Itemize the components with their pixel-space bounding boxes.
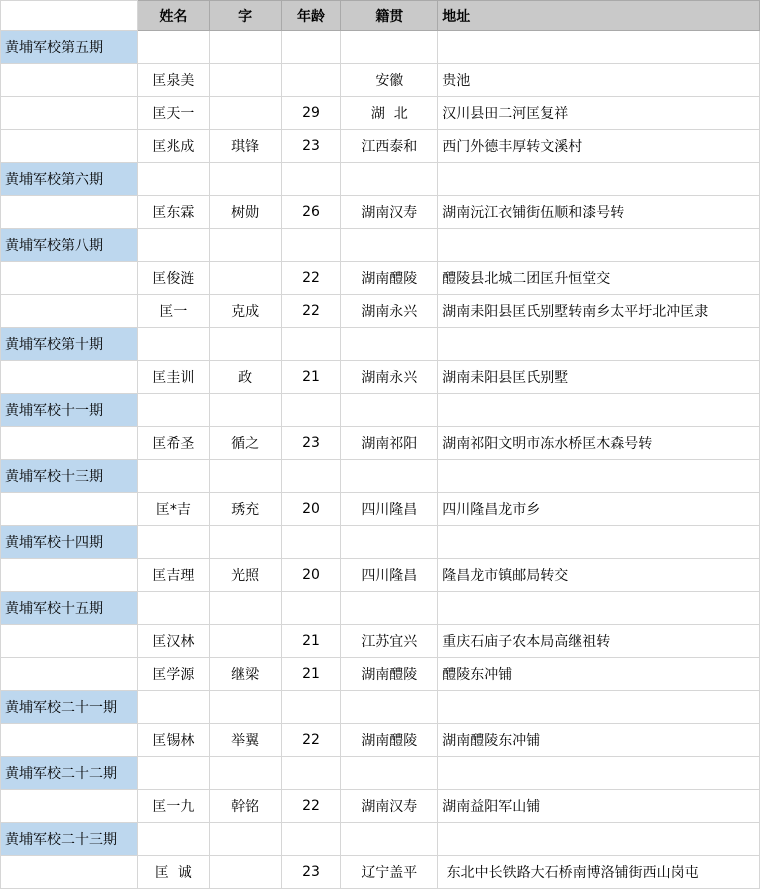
name-cell[interactable]: 匡学源	[137, 658, 209, 691]
empty-cell[interactable]	[1, 790, 138, 823]
address-cell[interactable]: 东北中长铁路大石桥南博洛铺街西山岗屯	[438, 856, 760, 889]
empty-cell[interactable]	[209, 823, 281, 856]
name-cell[interactable]: 匡兆成	[137, 130, 209, 163]
table-row	[1, 97, 760, 130]
empty-cell[interactable]	[341, 823, 438, 856]
courtesy-name-cell[interactable]: 继梁	[209, 658, 281, 691]
empty-cell[interactable]	[137, 229, 209, 262]
origin-cell[interactable]: 湖南永兴	[341, 295, 438, 328]
empty-cell[interactable]	[281, 394, 341, 427]
empty-cell[interactable]	[281, 592, 341, 625]
table-body	[1, 31, 760, 889]
empty-cell[interactable]	[137, 757, 209, 790]
origin-cell[interactable]: 江西泰和	[341, 130, 438, 163]
empty-cell[interactable]	[209, 757, 281, 790]
table-row	[1, 295, 760, 328]
empty-cell[interactable]	[1, 559, 138, 592]
empty-cell[interactable]	[1, 493, 138, 526]
group-label-cell[interactable]: 黄埔军校第五期	[1, 31, 138, 64]
address-cell[interactable]: 湖南沅江衣铺街伍顺和漆号转	[438, 196, 760, 229]
group-row	[1, 394, 760, 427]
age-cell[interactable]: 21	[281, 361, 341, 394]
name-cell[interactable]: 匡 诚	[137, 856, 209, 889]
address-cell[interactable]: 湖南祁阳文明市冻水桥匡木森号转	[438, 427, 760, 460]
table-row	[1, 658, 760, 691]
empty-cell[interactable]	[341, 394, 438, 427]
group-row	[1, 526, 760, 559]
age-cell[interactable]: 29	[281, 97, 341, 130]
name-cell[interactable]: 匡天一	[137, 97, 209, 130]
origin-cell[interactable]: 安徽	[341, 64, 438, 97]
age-cell[interactable]: 26	[281, 196, 341, 229]
empty-cell[interactable]	[137, 823, 209, 856]
empty-cell[interactable]	[1, 130, 138, 163]
header-courtesy-name[interactable]: 字	[209, 1, 281, 31]
empty-cell[interactable]	[281, 460, 341, 493]
header-address[interactable]: 地址	[438, 1, 760, 31]
empty-cell[interactable]	[438, 328, 760, 361]
name-cell[interactable]: 匡锡林	[137, 724, 209, 757]
group-label-cell[interactable]: 黄埔军校二十三期	[1, 823, 138, 856]
header-name[interactable]: 姓名	[137, 1, 209, 31]
table-row	[1, 856, 760, 889]
empty-cell[interactable]	[1, 64, 138, 97]
header-origin[interactable]: 籍贯	[341, 1, 438, 31]
empty-cell[interactable]	[281, 163, 341, 196]
empty-cell[interactable]	[341, 163, 438, 196]
name-cell[interactable]: 匡汉林	[137, 625, 209, 658]
courtesy-name-cell[interactable]: 幹铭	[209, 790, 281, 823]
origin-cell[interactable]: 湖南祁阳	[341, 427, 438, 460]
group-row	[1, 163, 760, 196]
table-row	[1, 361, 760, 394]
address-cell[interactable]: 醴陵东冲铺	[438, 658, 760, 691]
empty-cell[interactable]	[438, 163, 760, 196]
courtesy-name-cell[interactable]: 琇充	[209, 493, 281, 526]
empty-cell[interactable]	[438, 460, 760, 493]
empty-cell[interactable]	[1, 295, 138, 328]
age-cell[interactable]: 23	[281, 130, 341, 163]
age-cell[interactable]: 22	[281, 790, 341, 823]
origin-cell[interactable]: 湖南醴陵	[341, 262, 438, 295]
name-cell[interactable]: 匡俊涟	[137, 262, 209, 295]
group-row	[1, 328, 760, 361]
origin-cell[interactable]: 湖 北	[341, 97, 438, 130]
empty-cell[interactable]	[281, 757, 341, 790]
empty-cell[interactable]	[438, 229, 760, 262]
table-row	[1, 625, 760, 658]
origin-cell[interactable]: 辽宁盖平	[341, 856, 438, 889]
empty-cell[interactable]	[341, 328, 438, 361]
name-cell[interactable]: 匡东霖	[137, 196, 209, 229]
origin-cell[interactable]: 江苏宜兴	[341, 625, 438, 658]
empty-cell[interactable]	[209, 526, 281, 559]
origin-cell[interactable]: 四川隆昌	[341, 559, 438, 592]
empty-cell[interactable]	[137, 526, 209, 559]
empty-cell[interactable]	[341, 757, 438, 790]
name-cell[interactable]: 匡吉理	[137, 559, 209, 592]
courtesy-name-cell[interactable]: 政	[209, 361, 281, 394]
header-row	[1, 1, 760, 31]
group-label-cell[interactable]: 黄埔军校第八期	[1, 229, 138, 262]
name-cell[interactable]: 匡希圣	[137, 427, 209, 460]
empty-cell[interactable]	[137, 31, 209, 64]
age-cell[interactable]: 21	[281, 658, 341, 691]
empty-cell[interactable]	[341, 460, 438, 493]
empty-cell[interactable]	[281, 31, 341, 64]
empty-cell[interactable]	[438, 691, 760, 724]
age-cell[interactable]: 23	[281, 427, 341, 460]
empty-cell[interactable]	[281, 691, 341, 724]
empty-cell[interactable]	[209, 328, 281, 361]
address-cell[interactable]: 重庆石庙子农本局高继祖转	[438, 625, 760, 658]
empty-cell[interactable]	[1, 361, 138, 394]
age-cell[interactable]: 22	[281, 262, 341, 295]
empty-cell[interactable]	[1, 724, 138, 757]
empty-cell[interactable]	[137, 592, 209, 625]
empty-cell[interactable]	[1, 856, 138, 889]
courtesy-name-cell[interactable]: 琪锋	[209, 130, 281, 163]
empty-cell[interactable]	[438, 823, 760, 856]
group-label-cell[interactable]: 黄埔军校二十一期	[1, 691, 138, 724]
empty-cell[interactable]	[1, 625, 138, 658]
courtesy-name-cell[interactable]	[209, 64, 281, 97]
address-cell[interactable]: 汉川县田二河匡复祥	[438, 97, 760, 130]
address-cell[interactable]: 湖南耒阳县匡氏别墅转南乡太平圩北冲匡隶	[438, 295, 760, 328]
group-label-cell[interactable]: 黄埔军校十三期	[1, 460, 138, 493]
empty-cell[interactable]	[281, 823, 341, 856]
age-cell[interactable]: 22	[281, 295, 341, 328]
group-label-cell[interactable]: 黄埔军校十一期	[1, 394, 138, 427]
courtesy-name-cell[interactable]: 循之	[209, 427, 281, 460]
empty-cell[interactable]	[281, 526, 341, 559]
address-cell[interactable]: 西门外德丰厚转文溪村	[438, 130, 760, 163]
empty-cell[interactable]	[341, 229, 438, 262]
header-age[interactable]: 年龄	[281, 1, 341, 31]
empty-cell[interactable]	[1, 196, 138, 229]
empty-cell[interactable]	[1, 97, 138, 130]
empty-cell[interactable]	[341, 592, 438, 625]
empty-cell[interactable]	[1, 262, 138, 295]
name-cell[interactable]: 匡*吉	[137, 493, 209, 526]
address-cell[interactable]: 醴陵县北城二团匡升恒堂交	[438, 262, 760, 295]
age-cell[interactable]: 23	[281, 856, 341, 889]
table-row	[1, 64, 760, 97]
empty-cell[interactable]	[137, 163, 209, 196]
address-cell[interactable]: 湖南耒阳县匡氏别墅	[438, 361, 760, 394]
group-row	[1, 592, 760, 625]
empty-cell[interactable]	[137, 394, 209, 427]
address-cell[interactable]: 四川隆昌龙市乡	[438, 493, 760, 526]
courtesy-name-cell[interactable]	[209, 625, 281, 658]
table-row	[1, 427, 760, 460]
empty-cell[interactable]	[137, 460, 209, 493]
table-row	[1, 559, 760, 592]
empty-cell[interactable]	[438, 757, 760, 790]
table-row	[1, 130, 760, 163]
address-cell[interactable]: 隆昌龙市镇邮局转交	[438, 559, 760, 592]
origin-cell[interactable]: 四川隆昌	[341, 493, 438, 526]
courtesy-name-cell[interactable]	[209, 856, 281, 889]
table-row	[1, 196, 760, 229]
address-cell[interactable]: 湖南醴陵东冲铺	[438, 724, 760, 757]
empty-cell[interactable]	[137, 328, 209, 361]
name-cell[interactable]: 匡泉美	[137, 64, 209, 97]
origin-cell[interactable]: 湖南汉寿	[341, 790, 438, 823]
courtesy-name-cell[interactable]	[209, 262, 281, 295]
origin-cell[interactable]: 湖南汉寿	[341, 196, 438, 229]
courtesy-name-cell[interactable]	[209, 97, 281, 130]
group-label-cell[interactable]: 黄埔军校第六期	[1, 163, 138, 196]
group-row	[1, 691, 760, 724]
group-label-cell[interactable]: 黄埔军校第十期	[1, 328, 138, 361]
age-cell[interactable]: 20	[281, 559, 341, 592]
group-row	[1, 757, 760, 790]
name-cell[interactable]: 匡圭训	[137, 361, 209, 394]
empty-cell[interactable]	[209, 460, 281, 493]
group-row	[1, 229, 760, 262]
empty-cell[interactable]	[209, 592, 281, 625]
group-label-cell[interactable]: 黄埔军校二十二期	[1, 757, 138, 790]
courtesy-name-cell[interactable]: 光照	[209, 559, 281, 592]
empty-cell[interactable]	[341, 691, 438, 724]
empty-cell[interactable]	[438, 394, 760, 427]
origin-cell[interactable]: 湖南醴陵	[341, 658, 438, 691]
empty-cell[interactable]	[341, 526, 438, 559]
empty-cell[interactable]	[1, 658, 138, 691]
group-label-cell[interactable]: 黄埔军校十五期	[1, 592, 138, 625]
empty-cell[interactable]	[137, 691, 209, 724]
courtesy-name-cell[interactable]: 树勋	[209, 196, 281, 229]
group-row	[1, 460, 760, 493]
empty-cell[interactable]	[341, 31, 438, 64]
group-row	[1, 31, 760, 64]
empty-cell[interactable]	[281, 229, 341, 262]
group-row	[1, 823, 760, 856]
empty-cell[interactable]	[209, 229, 281, 262]
courtesy-name-cell[interactable]: 克成	[209, 295, 281, 328]
table-row	[1, 262, 760, 295]
table-row	[1, 724, 760, 757]
age-cell[interactable]	[281, 64, 341, 97]
empty-cell[interactable]	[209, 691, 281, 724]
origin-cell[interactable]: 湖南醴陵	[341, 724, 438, 757]
table-row	[1, 790, 760, 823]
age-cell[interactable]: 22	[281, 724, 341, 757]
empty-cell[interactable]	[281, 328, 341, 361]
age-cell[interactable]: 21	[281, 625, 341, 658]
empty-cell[interactable]	[1, 427, 138, 460]
address-cell[interactable]: 湖南益阳军山铺	[438, 790, 760, 823]
name-cell[interactable]: 匡一九	[137, 790, 209, 823]
group-label-cell[interactable]: 黄埔军校十四期	[1, 526, 138, 559]
age-cell[interactable]: 20	[281, 493, 341, 526]
empty-cell[interactable]	[438, 31, 760, 64]
table-row	[1, 493, 760, 526]
empty-cell[interactable]	[438, 526, 760, 559]
courtesy-name-cell[interactable]: 举翼	[209, 724, 281, 757]
empty-cell[interactable]	[438, 592, 760, 625]
empty-cell[interactable]	[209, 394, 281, 427]
name-cell[interactable]: 匡一	[137, 295, 209, 328]
address-cell[interactable]: 贵池	[438, 64, 760, 97]
empty-cell[interactable]	[209, 31, 281, 64]
empty-cell[interactable]	[209, 163, 281, 196]
origin-cell[interactable]: 湖南永兴	[341, 361, 438, 394]
header-blank[interactable]	[1, 1, 138, 31]
